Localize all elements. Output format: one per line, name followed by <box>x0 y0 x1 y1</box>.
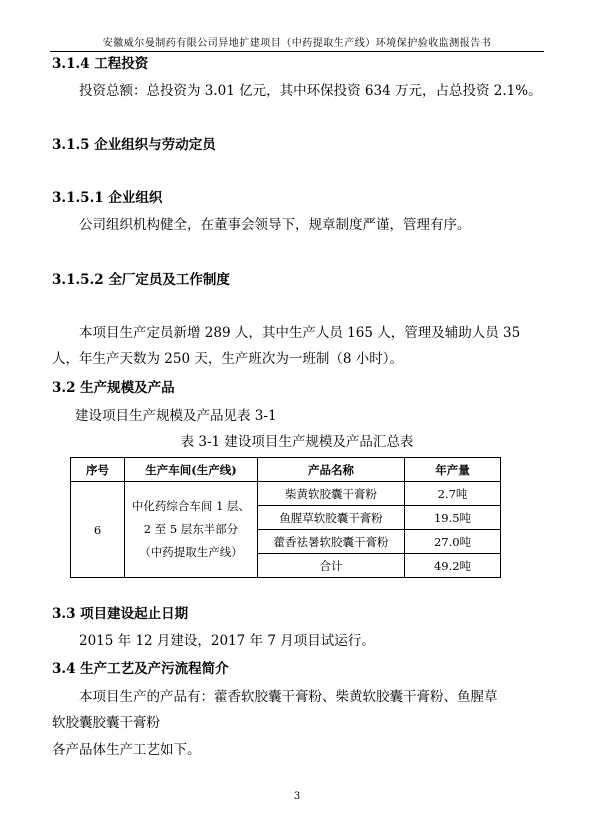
scale-intro-text: 建设项目生产规模及产品见表 3-1 <box>75 408 277 424</box>
page-header: 安徽威尔曼制药有限公司异地扩建项目（中药提取生产线）环境保护验收监测报告书 <box>102 38 492 49</box>
output-cell: 19.5吨 <box>405 506 501 530</box>
heading-3-3: 3.3 项目建设起止日期 <box>52 606 189 622</box>
table-caption: 表 3-1 建设项目生产规模及产品汇总表 <box>180 434 414 450</box>
process-text-line1: 本项目生产的产品有：藿香软胶囊干膏粉、柴黄软胶囊干膏粉、鱼腥草 <box>79 689 498 705</box>
seq-cell: 6 <box>71 482 125 578</box>
heading-3-1-4: 3.1.4 工程投资 <box>52 56 149 72</box>
workshop-line: （中药提取生产线） <box>139 545 243 559</box>
output-cell: 2.7吨 <box>405 482 501 506</box>
product-cell: 藿香祛暑软胶囊干膏粉 <box>258 530 405 554</box>
heading-3-1-5-1: 3.1.5.1 企业组织 <box>52 190 163 206</box>
workshop-line: 2 至 5 层东半部分 <box>143 522 239 536</box>
total-output-cell: 49.2吨 <box>405 554 501 578</box>
product-cell: 柴黄软胶囊干膏粉 <box>258 482 405 506</box>
workshop-cell <box>125 482 258 578</box>
total-label-cell: 合计 <box>258 554 405 578</box>
heading-3-2: 3.2 生产规模及产品 <box>52 380 175 396</box>
column-header-workshop: 生产车间(生产线) <box>125 458 258 482</box>
process-text-line3: 各产品体生产工艺如下。 <box>52 742 201 758</box>
output-cell: 27.0吨 <box>405 530 501 554</box>
table-header-row <box>71 458 501 482</box>
staffing-text-line1: 本项目生产定员新增 289 人，其中生产人员 165 人，管理及辅助人员 35 <box>79 325 521 341</box>
page-number: 3 <box>293 791 301 802</box>
investment-text: 投资总额：总投资为 3.01 亿元，其中环保投资 634 万元，占总投资 2.1%。 <box>79 83 542 99</box>
product-cell: 鱼腥草软胶囊干膏粉 <box>258 506 405 530</box>
column-header-product: 产品名称 <box>258 458 405 482</box>
column-header-seq: 序号 <box>71 458 125 482</box>
heading-3-1-5-2: 3.1.5.2 全厂定员及工作制度 <box>52 272 230 288</box>
heading-3-4: 3.4 生产工艺及产污流程简介 <box>52 661 229 677</box>
table-row <box>71 482 501 506</box>
workshop-line: 中化药综合车间 1 层、 <box>131 499 251 513</box>
organization-text: 公司组织机构健全，在董事会领导下，规章制度严谨，管理有序。 <box>79 217 471 233</box>
construction-dates-text: 2015 年 12 月建设，2017 年 7 月项目试运行。 <box>79 633 375 649</box>
process-text-line2: 软胶囊胶囊干膏粉 <box>52 715 160 731</box>
column-header-output: 年产量 <box>405 458 501 482</box>
heading-3-1-5: 3.1.5 企业组织与劳动定员 <box>52 137 216 153</box>
production-table <box>70 457 501 578</box>
staffing-text-line2: 人，年生产天数为 250 天，生产班次为一班制（8 小时）。 <box>52 351 403 367</box>
